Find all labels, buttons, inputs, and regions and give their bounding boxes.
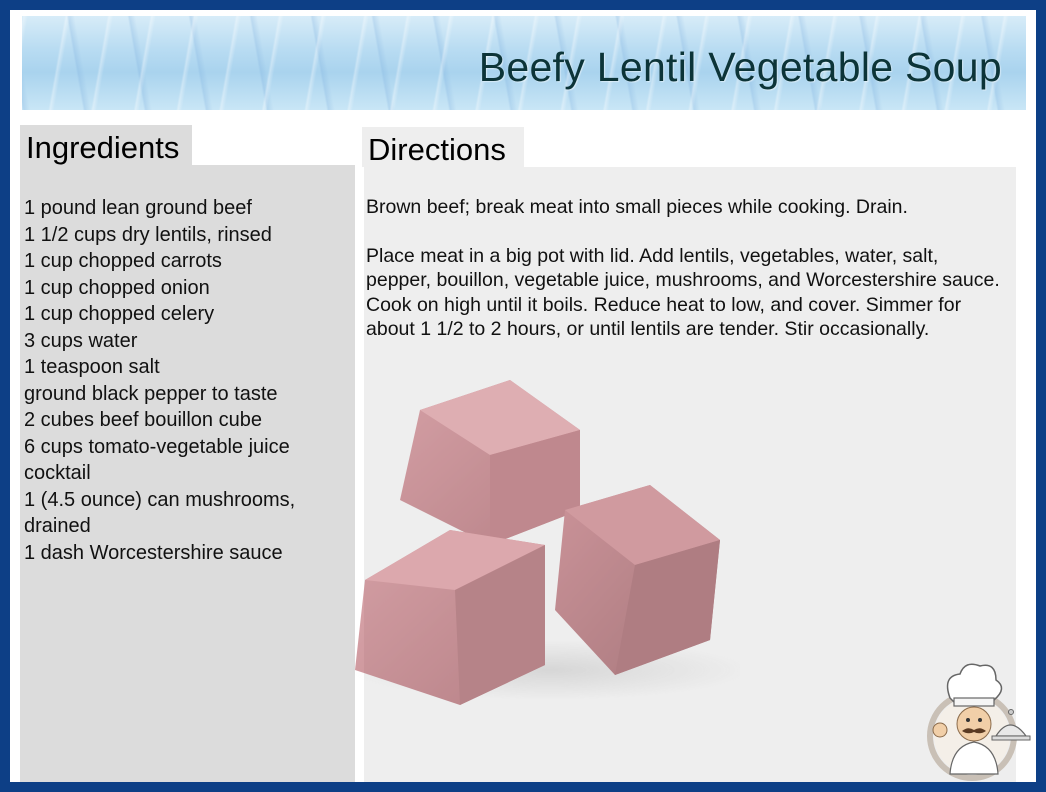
beef-cubes-image	[340, 370, 740, 710]
chef-logo	[910, 656, 1034, 782]
directions-text	[366, 195, 1006, 366]
list-item: 1 dash Worcestershire sauce	[24, 541, 283, 564]
list-item: ground black pepper to taste	[24, 382, 278, 405]
direction-step: Place meat in a big pot with lid. Add lentils, vegetables, water, salt, pepper, bouillon, vegetable juice, mushrooms, and Worcestershire sauce. Cook on high until it boils. Reduce heat to low, and cover. Simmer for about 1 1/2 to 2 hours, or until lentils are tender. Stir occasionally.	[366, 244, 1000, 340]
list-item: 6 cups tomato-vegetable juice cocktail	[24, 435, 290, 484]
ingredients-list	[24, 195, 344, 566]
list-item: 2 cubes beef bouillon cube	[24, 409, 262, 431]
ingredients-heading: Ingredients	[26, 130, 180, 165]
list-item: 3 cups water	[24, 329, 138, 352]
direction-step: Brown beef; break meat into small pieces while cooking. Drain.	[366, 196, 908, 218]
directions-heading: Directions	[368, 132, 506, 167]
recipe-card	[10, 10, 1036, 782]
list-item: 1 (4.5 ounce) can mushrooms, drained	[24, 488, 296, 537]
page-title: Beefy Lentil Vegetable Soup	[478, 44, 1002, 90]
list-item: 1 cup chopped carrots	[24, 250, 222, 272]
title-banner	[22, 16, 1026, 110]
list-item: 1 1/2 cups dry lentils, rinsed	[24, 223, 272, 246]
list-item: 1 cup chopped onion	[24, 276, 210, 299]
list-item: 1 cup chopped celery	[24, 303, 215, 325]
list-item: 1 teaspoon salt	[24, 356, 160, 378]
list-item: 1 pound lean ground beef	[24, 197, 252, 219]
